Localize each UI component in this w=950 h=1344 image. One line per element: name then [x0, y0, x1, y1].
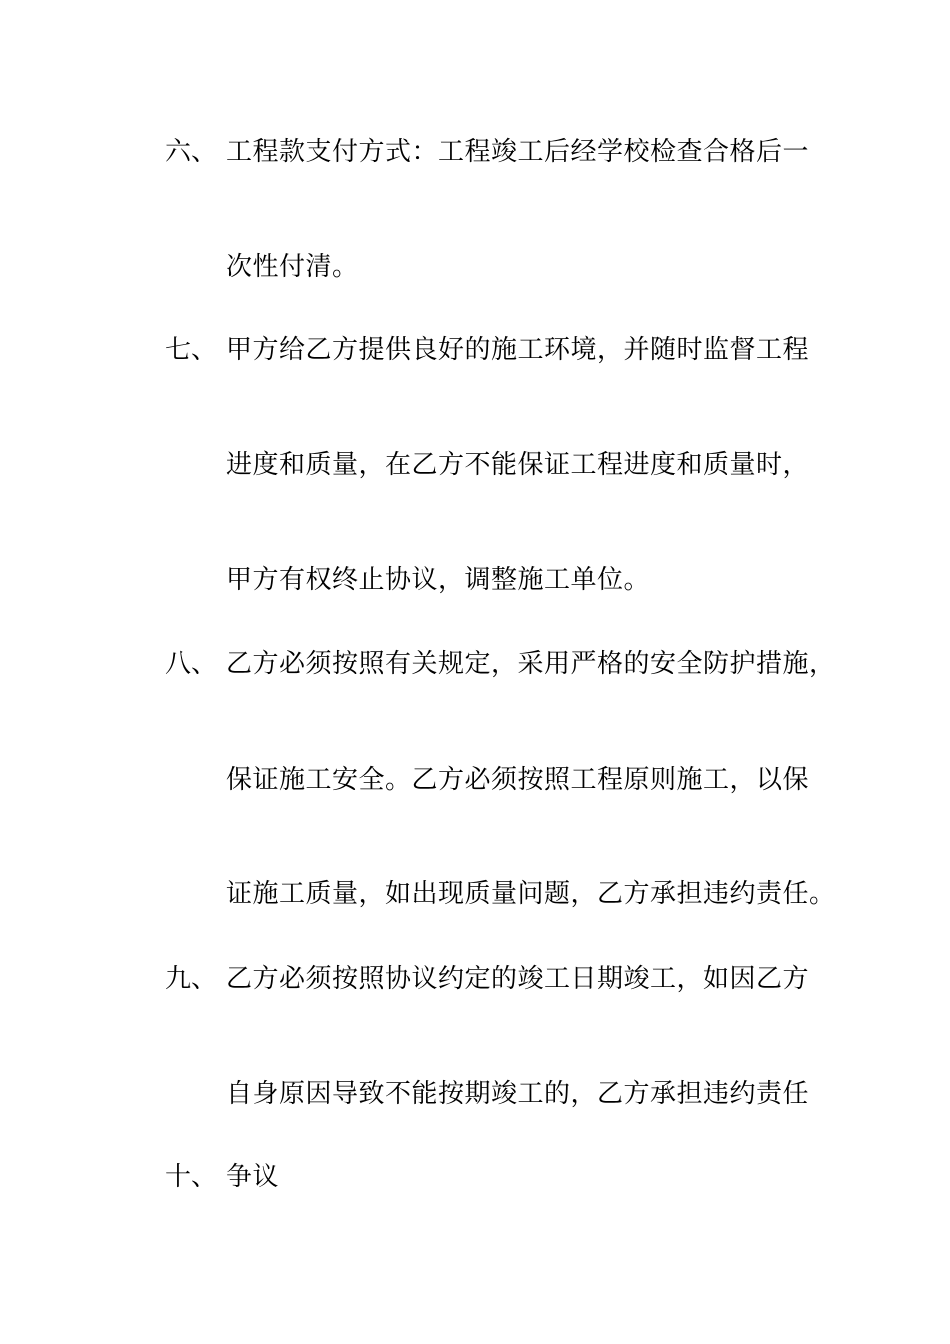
item-9-line-2: 自身原因导致不能按期竣工的，乙方承担违约责任 [226, 1079, 810, 1109]
item-number-6: 六、 [165, 137, 218, 167]
item-8-line-2: 保证施工安全。乙方必须按照工程原则施工，以保 [226, 765, 810, 795]
item-number-9: 九、 [165, 964, 218, 994]
item-7-line-3: 甲方有权终止协议，调整施工单位。 [226, 565, 651, 595]
item-7-line-2: 进度和质量，在乙方不能保证工程进度和质量时， [226, 450, 810, 480]
item-7-line-1: 甲方给乙方提供良好的施工环境，并随时监督工程 [226, 335, 810, 365]
item-number-10: 十、 [165, 1162, 218, 1192]
item-6-line-2: 次性付清。 [226, 252, 359, 282]
item-number-8: 八、 [165, 649, 218, 679]
item-number-7: 七、 [165, 335, 218, 365]
item-10-line-1: 争议 [226, 1162, 280, 1192]
item-6-line-1: 工程款支付方式：工程竣工后经学校检查合格后一 [226, 137, 810, 167]
item-8-line-1: 乙方必须按照有关规定，采用严格的安全防护措施， [226, 649, 836, 679]
item-9-line-1: 乙方必须按照协议约定的竣工日期竣工，如因乙方 [226, 964, 810, 994]
item-8-line-3: 证施工质量，如出现质量问题，乙方承担违约责任。 [226, 879, 836, 909]
